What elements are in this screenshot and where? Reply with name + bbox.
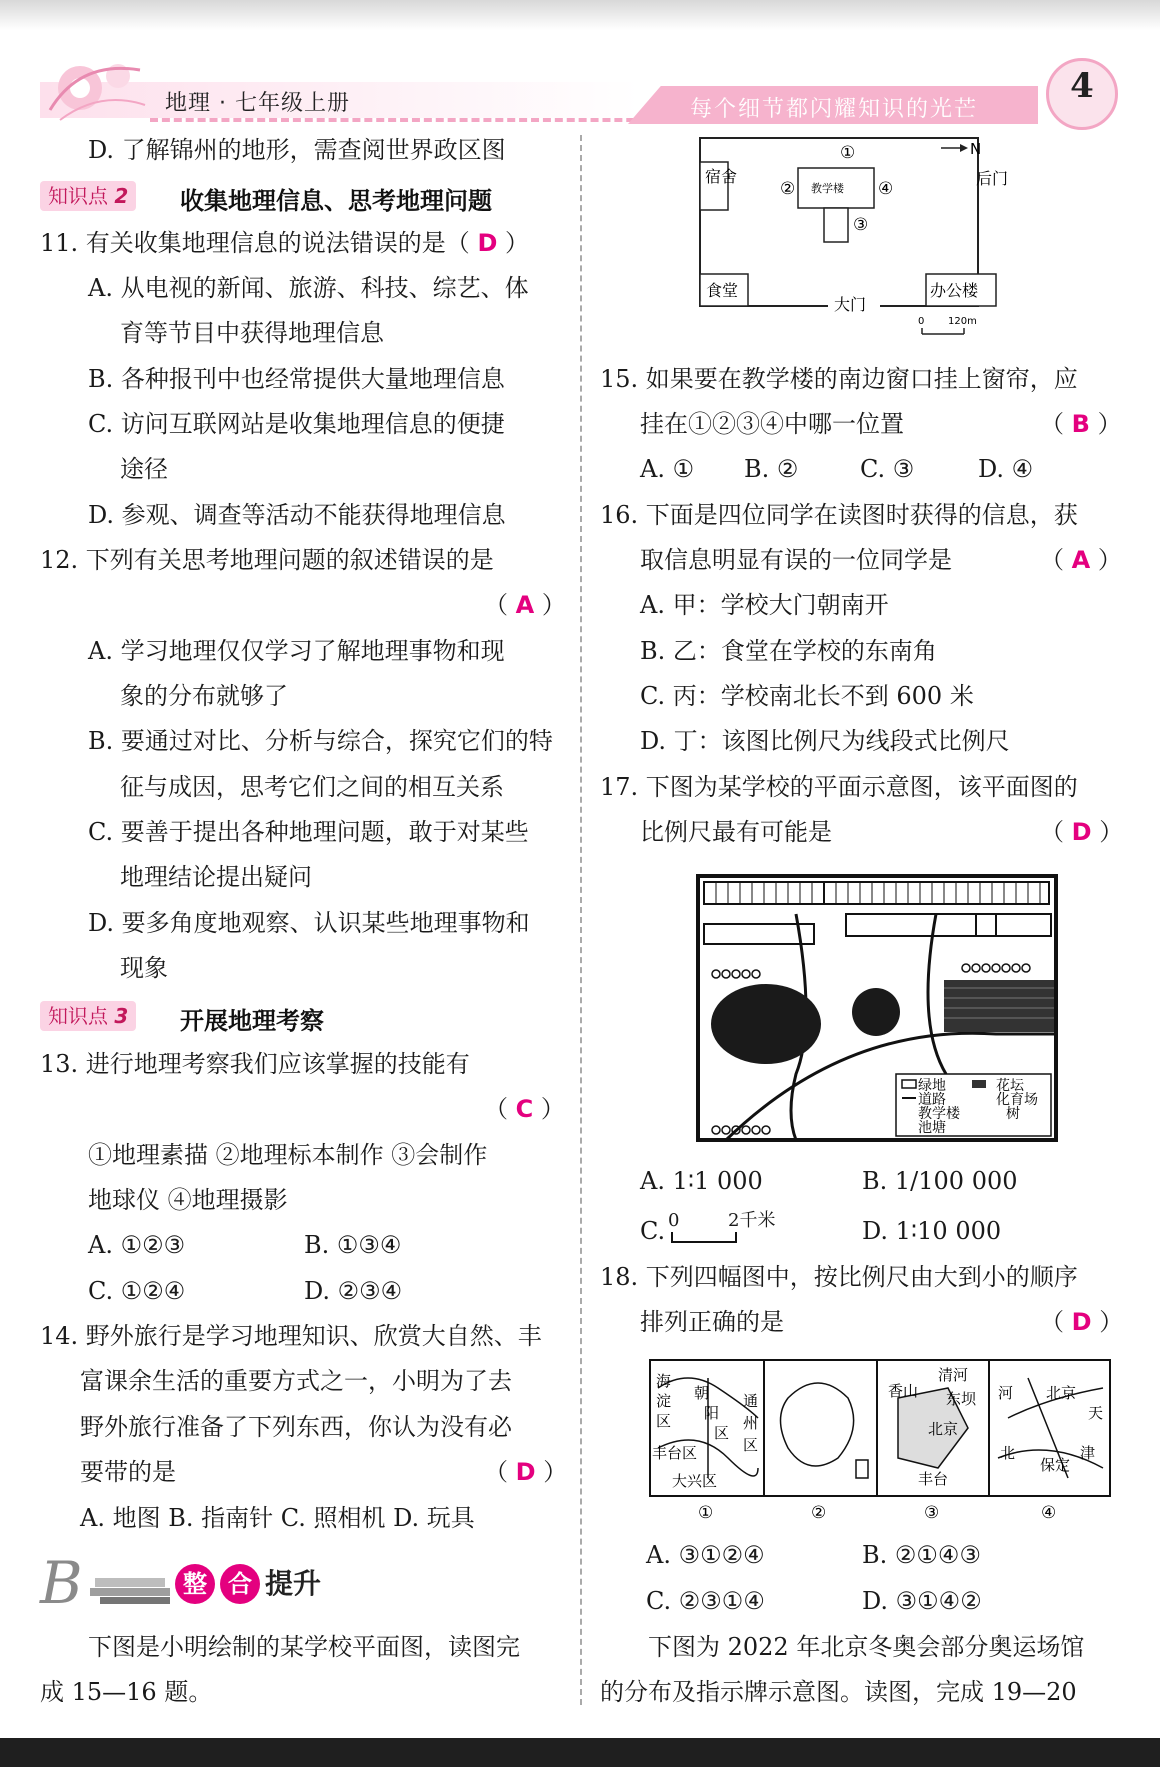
answer-mark: D bbox=[477, 229, 498, 257]
option-line: D. 要多角度地观察、认识某些地理事物和 bbox=[88, 909, 530, 937]
option-line: D. 参观、调查等活动不能获得地理信息 bbox=[88, 501, 506, 529]
legend-text: 化育场 bbox=[996, 1092, 1038, 1108]
option-line: D. 1∶10 000 bbox=[862, 1217, 1002, 1245]
option-line: 现象 bbox=[120, 954, 168, 982]
option-line: D. ②③④ bbox=[304, 1277, 403, 1305]
answer-line: （ A ） bbox=[1040, 546, 1122, 574]
back-gate-label: 后门 bbox=[976, 169, 1009, 188]
intro-line: 的分布及指示牌示意图。读图，完成 19—20 bbox=[600, 1678, 1077, 1706]
option-line: B. ② bbox=[744, 455, 799, 483]
option-line: A. 甲：学校大门朝南开 bbox=[640, 591, 889, 619]
question-line: 野外旅行准备了下列东西，你认为没有必 bbox=[80, 1413, 512, 1441]
knowledge-point-badge: 知识点 3 bbox=[40, 1001, 136, 1031]
option-line: ①地理素描 ②地理标本制作 ③会制作 bbox=[88, 1141, 488, 1169]
book-title: 地理 · 七年级上册 bbox=[165, 91, 350, 116]
knowledge-point-title: 开展地理考察 bbox=[180, 1007, 324, 1035]
answer-mark: A bbox=[515, 591, 535, 619]
svg-text:丰台: 丰台 bbox=[918, 1470, 949, 1488]
question-16: 16. 下面是四位同学在读图时获得的信息，获 bbox=[600, 501, 1078, 529]
option-line: A. ①②③ bbox=[88, 1231, 186, 1259]
flower-ornament-icon bbox=[40, 50, 150, 126]
svg-text:北京: 北京 bbox=[1046, 1384, 1077, 1402]
intro-line: 成 15—16 题。 bbox=[40, 1678, 213, 1706]
svg-text:淀: 淀 bbox=[656, 1392, 672, 1410]
question-11: 11. 有关收集地理信息的说法错误的是（ D ） bbox=[40, 229, 529, 257]
section-b-heading bbox=[40, 1550, 340, 1616]
svg-text:海: 海 bbox=[656, 1372, 672, 1390]
answer-line: （ D ） bbox=[1040, 818, 1124, 846]
map-num: ② bbox=[811, 1503, 827, 1523]
answer-mark: B bbox=[1071, 410, 1090, 438]
scale-zero: 0 bbox=[918, 316, 925, 327]
question-17: 17. 下图为某学校的平面示意图，该平面图的 bbox=[600, 773, 1078, 801]
option-line: D. ③①④② bbox=[862, 1587, 982, 1615]
slogan: 每个细节都闪耀知识的光芒 bbox=[690, 97, 979, 122]
question-line: 富课余生活的重要方式之一，小明为了去 bbox=[80, 1367, 512, 1395]
answer-mark: D bbox=[1071, 818, 1092, 846]
main-gate-label: 大门 bbox=[834, 295, 867, 314]
svg-text:区: 区 bbox=[714, 1424, 730, 1442]
option-line: 育等节目中获得地理信息 bbox=[120, 319, 384, 347]
svg-text:通: 通 bbox=[743, 1392, 759, 1410]
option-line: B. 乙：食堂在学校的东南角 bbox=[640, 637, 937, 665]
option-line: B. ①③④ bbox=[304, 1231, 402, 1259]
svg-text:东坝: 东坝 bbox=[946, 1390, 977, 1408]
section-letter: B bbox=[40, 1549, 83, 1617]
answer-mark: D bbox=[1071, 1308, 1092, 1336]
school-plan-map bbox=[698, 134, 1018, 346]
svg-text:区: 区 bbox=[656, 1412, 672, 1430]
question-13: 13. 进行地理考察我们应该掌握的技能有 bbox=[40, 1050, 470, 1078]
option-line: D. ④ bbox=[978, 455, 1034, 483]
question-line: 排列正确的是 bbox=[640, 1308, 784, 1336]
svg-text:河: 河 bbox=[998, 1384, 1014, 1402]
bottom-bar bbox=[0, 1738, 1160, 1767]
question-15: 15. 如果要在教学楼的南边窗口挂上窗帘，应 bbox=[600, 365, 1078, 393]
option-line: C. 要善于提出各种地理问题，敢于对某些 bbox=[88, 818, 529, 846]
pos-1-label: ① bbox=[840, 143, 856, 163]
line-text: D. 了解锦州的地形，需查阅世界政区图 bbox=[88, 136, 506, 164]
legend-text: 树 bbox=[1006, 1106, 1020, 1122]
question-14: 14. 野外旅行是学习地理知识、欣赏大自然、丰 bbox=[40, 1322, 542, 1350]
question-line: 比例尺最有可能是 bbox=[640, 818, 832, 846]
teach-building-label: 教学楼 bbox=[811, 182, 844, 195]
legend-text: 教学楼 bbox=[918, 1106, 960, 1122]
scale-zero: 0 bbox=[668, 1210, 680, 1231]
pos-3-label: ③ bbox=[853, 215, 869, 235]
answer-mark: C bbox=[515, 1095, 534, 1123]
option-line: B. 各种报刊中也经常提供大量地理信息 bbox=[88, 365, 505, 393]
svg-text:朝: 朝 bbox=[694, 1384, 710, 1402]
question-line: 挂在①②③④中哪一位置 bbox=[640, 410, 904, 438]
pos-4-label: ④ bbox=[878, 179, 894, 199]
option-line: C. bbox=[640, 1217, 666, 1245]
question-line: 取信息明显有误的一位同学是 bbox=[640, 546, 952, 574]
four-scale-maps bbox=[648, 1358, 1114, 1524]
option-line: 征与成因，思考它们之间的相互关系 bbox=[120, 773, 504, 801]
option-line: C. 访问互联网站是收集地理信息的便捷 bbox=[88, 410, 505, 438]
campus-plan-map bbox=[696, 874, 1060, 1144]
scale-distance: 120m bbox=[948, 316, 977, 327]
intro-line: 下图为 2022 年北京冬奥会部分奥运场馆 bbox=[648, 1633, 1085, 1661]
answer-mark: D bbox=[515, 1458, 536, 1486]
option-line: A. 学习地理仅仅学习了解地理事物和现 bbox=[88, 637, 505, 665]
question-12: 12. 下列有关思考地理问题的叙述错误的是 bbox=[40, 546, 494, 574]
option-line: C. ③ bbox=[860, 455, 915, 483]
option-line: A. 1∶1 000 bbox=[640, 1167, 763, 1195]
column-divider bbox=[580, 135, 582, 1705]
scale-distance: 2千米 bbox=[728, 1210, 776, 1231]
heading-char-circle: 合 bbox=[220, 1564, 260, 1604]
option-line: A. 从电视的新闻、旅游、科技、综艺、体 bbox=[88, 274, 529, 302]
answer-mark: A bbox=[1071, 546, 1091, 574]
svg-text:北: 北 bbox=[1000, 1444, 1016, 1462]
option-line: B. 要通过对比、分析与综合，探究它们的特 bbox=[88, 727, 553, 755]
legend-text: 花坛 bbox=[996, 1078, 1024, 1094]
option-line: 途径 bbox=[120, 455, 168, 483]
intro-line: 下图是小明绘制的某学校平面图，读图完 bbox=[88, 1633, 520, 1661]
svg-text:清河: 清河 bbox=[938, 1366, 969, 1384]
knowledge-point-title: 收集地理信息、思考地理问题 bbox=[180, 187, 492, 215]
answer-line: （ D ） bbox=[484, 1458, 568, 1486]
pos-2-label: ② bbox=[780, 179, 796, 199]
north-label: N bbox=[970, 140, 982, 158]
answer-line: （ A ） bbox=[484, 591, 566, 619]
svg-text:香山: 香山 bbox=[888, 1382, 919, 1400]
map-num: ③ bbox=[924, 1503, 940, 1523]
svg-text:区: 区 bbox=[743, 1436, 759, 1454]
option-line: A. ① bbox=[640, 455, 695, 483]
dorm-label: 宿舍 bbox=[705, 167, 738, 186]
page-number: 4 bbox=[1070, 66, 1094, 106]
legend-text: 绿地 bbox=[918, 1078, 946, 1094]
heading-char-circle: 整 bbox=[175, 1564, 215, 1604]
svg-text:丰台区: 丰台区 bbox=[652, 1444, 698, 1462]
svg-text:大兴区: 大兴区 bbox=[672, 1472, 718, 1490]
svg-text:保定: 保定 bbox=[1040, 1456, 1071, 1474]
answer-line: （ C ） bbox=[484, 1095, 565, 1123]
legend-text: 池塘 bbox=[918, 1120, 946, 1136]
canteen-label: 食堂 bbox=[706, 281, 739, 300]
svg-text:津: 津 bbox=[1080, 1444, 1096, 1462]
answer-line: （ D ） bbox=[1040, 1308, 1124, 1336]
map-num: ④ bbox=[1041, 1503, 1057, 1523]
option-line: B. 1/100 000 bbox=[862, 1167, 1018, 1195]
answer-line: （ B ） bbox=[1040, 410, 1122, 438]
map-num: ① bbox=[698, 1503, 714, 1523]
svg-text:北京: 北京 bbox=[928, 1420, 959, 1438]
option-line: A. 地图 B. 指南针 C. 照相机 D. 玩具 bbox=[80, 1504, 475, 1532]
option-line: 地球仪 ④地理摄影 bbox=[88, 1186, 288, 1214]
option-line: C. ②③①④ bbox=[646, 1587, 765, 1615]
svg-text:阳: 阳 bbox=[704, 1404, 720, 1422]
svg-text:州: 州 bbox=[743, 1414, 759, 1432]
svg-text:天: 天 bbox=[1088, 1404, 1104, 1422]
book-stack-icon bbox=[85, 1568, 175, 1608]
option-line: C. 丙：学校南北长不到 600 米 bbox=[640, 682, 974, 710]
heading-rest: 提升 bbox=[265, 1567, 322, 1600]
question-line: 要带的是 bbox=[80, 1458, 176, 1486]
option-line: A. ③①②④ bbox=[646, 1541, 765, 1569]
option-line: 象的分布就够了 bbox=[120, 682, 288, 710]
option-line: C. ①②④ bbox=[88, 1277, 186, 1305]
option-line: 地理结论提出疑问 bbox=[120, 863, 312, 891]
option-line: D. 丁：该图比例尺为线段式比例尺 bbox=[640, 727, 1010, 755]
option-line: B. ②①④③ bbox=[862, 1541, 981, 1569]
legend-text: 道路 bbox=[918, 1092, 946, 1108]
knowledge-point-badge: 知识点 2 bbox=[40, 181, 136, 211]
office-label: 办公楼 bbox=[930, 281, 979, 300]
question-18: 18. 下列四幅图中，按比例尺由大到小的顺序 bbox=[600, 1263, 1078, 1291]
top-shade bbox=[0, 0, 1160, 30]
